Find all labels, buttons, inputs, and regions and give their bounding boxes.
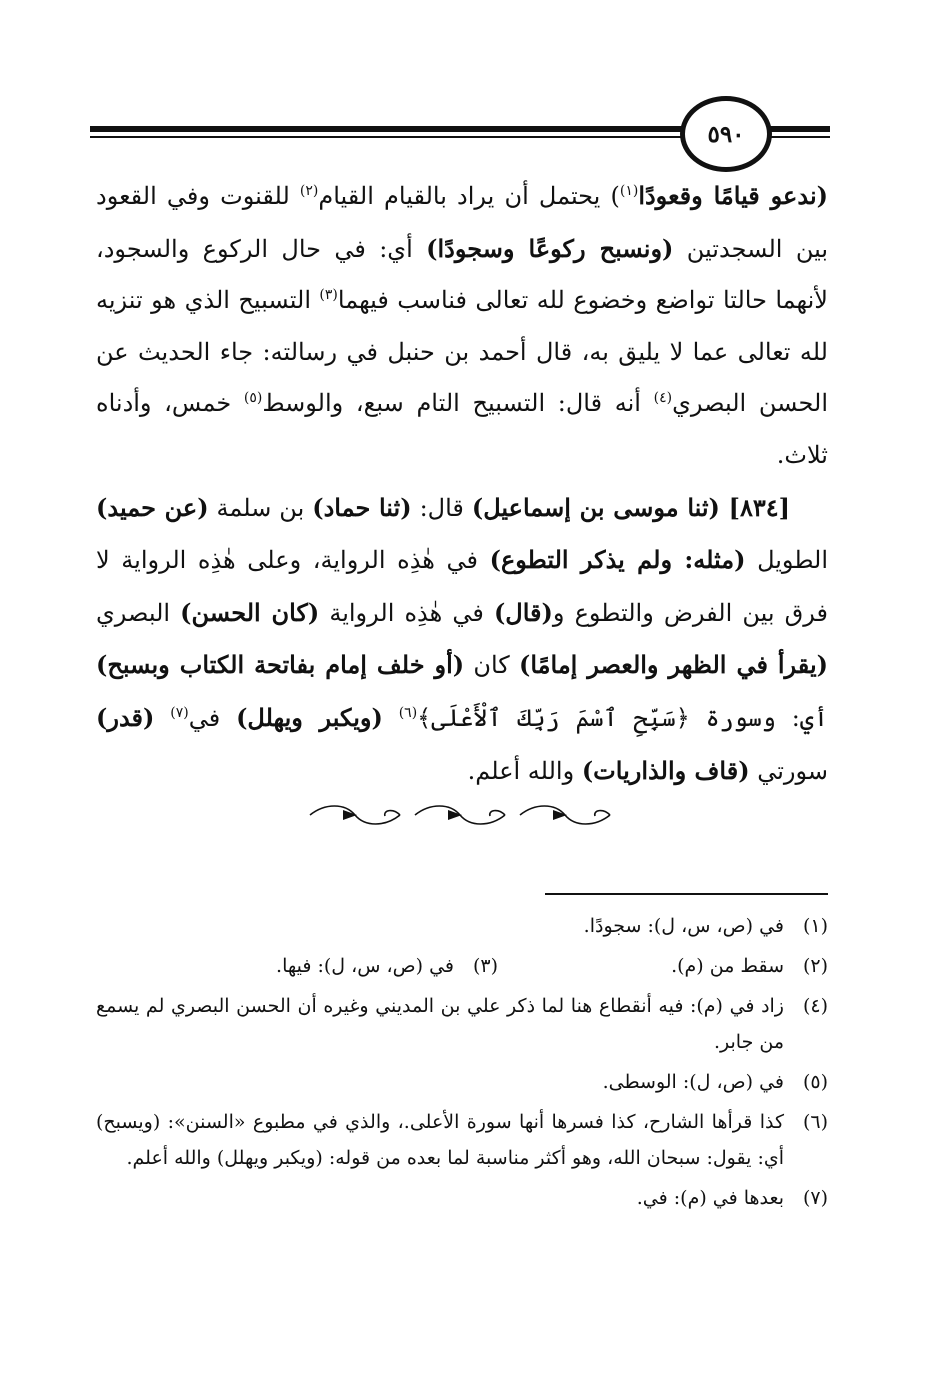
footnote-number: (٦)	[802, 1111, 828, 1133]
footnote-6	[96, 1104, 828, 1176]
footnote-separator	[545, 893, 828, 895]
bold-text: (ندعو قيامًا وقعودًا	[638, 181, 828, 210]
text-run: في هٰذِه الرواية	[319, 598, 494, 627]
bold-text: (يقرأ في الظهر والعصر إمامًا)	[518, 650, 828, 680]
footnotes	[96, 908, 828, 1220]
footnote-text: سقط من (م).	[671, 955, 784, 977]
text-run: والله أعلم.	[467, 756, 582, 785]
bold-text: [٨٣٤]	[719, 492, 791, 522]
footnote-ref: (٣)	[319, 287, 338, 304]
footnote-number: (٤)	[802, 995, 828, 1017]
footnote-number: (٢)	[802, 955, 828, 977]
footnote-number: (٣)	[472, 955, 498, 977]
bold-text: (قاف والذاريات)	[581, 755, 750, 785]
footnote-number: (١)	[802, 915, 828, 937]
text-run: سورتي	[749, 756, 828, 785]
footnote-number: (٧)	[802, 1187, 828, 1209]
page-header	[90, 96, 830, 166]
bold-text: (قال)	[493, 597, 553, 627]
footnote-ref: (٦)	[398, 704, 418, 721]
footnote-ref: (١)	[619, 183, 639, 199]
text-run: بن سلمة	[208, 493, 313, 522]
bold-text: (مثله: ولم يذكر التطوع)	[489, 545, 746, 575]
paragraph-1	[96, 170, 828, 482]
text-run: في	[188, 703, 237, 732]
text-run: أي: في حال الركوع والسجود، لأنهما حالتا تواضع وخضوع لله تعالى فناسب فيهما	[96, 234, 828, 315]
footnote-ref: (٤)	[653, 390, 673, 407]
footnote-row-2-3	[96, 948, 828, 984]
ornament-divider	[305, 800, 615, 830]
text-run	[154, 704, 170, 732]
text-run: أنه قال: التسبيح التام سبع، والوسط	[262, 389, 654, 418]
footnote-5	[96, 1064, 828, 1100]
footnote-ref: (٢)	[299, 183, 319, 199]
footnote-ref: (٧)	[170, 704, 189, 721]
text-run: قال:	[411, 493, 472, 522]
footnote-text: كذا قرأها الشارح، كذا فسرها أنها سورة الأعلى.، والذي في مطبوع «السنن»: (ويسبح) أي: يقول: سبحان الله، وهو أكثر مناسبة لما بعده من قوله: (ويكبر ويهلل) والله أعلم.	[96, 1111, 784, 1169]
bold-text: (كان الحسن)	[180, 597, 320, 627]
footnote-3	[168, 948, 498, 984]
footnote-number: (٥)	[802, 1071, 828, 1093]
footnote-7	[96, 1180, 828, 1216]
text-run: الطويل	[745, 546, 828, 575]
footnote-1	[96, 908, 828, 944]
paragraph-2	[96, 482, 828, 798]
text-run: البصري	[96, 598, 181, 627]
footnote-text: بعدها في (م): في.	[636, 1187, 784, 1209]
main-text	[96, 170, 828, 797]
bold-text: (ونسبح ركوعًا وسجودًا)	[426, 233, 674, 263]
text-run: ) يحتمل أن يراد بالقيام القيام	[318, 182, 620, 210]
text-run: في هٰذِه الرواية، وعلى هٰذِه الرواية لا فرق بين الفرض والتطوع و	[96, 546, 828, 627]
footnote-text: في (ص، س، ل): فيها.	[276, 955, 454, 977]
footnote-text: زاد في (م): فيه أنقطاع هنا لما ذكر علي بن المديني وغيره أن الحسن البصري لم يسمع من جابر.	[96, 995, 784, 1053]
footnote-text: في (ص، ل): الوسطى.	[602, 1071, 784, 1093]
footnote-2	[498, 948, 828, 984]
text-run: للقنوت وفي القعود بين السجدتين	[96, 182, 829, 263]
footnote-ref: (٥)	[243, 390, 263, 407]
bold-text: (عن حميد)	[96, 492, 209, 522]
bold-text: (ويكبر ويهلل)	[236, 702, 383, 732]
bold-text: (قدر)	[96, 702, 155, 732]
footnote-text: في (ص، س، ل): سجودًا.	[583, 915, 784, 937]
text-run: خمس، وأدناه ثلاث.	[96, 389, 828, 469]
text-run: أي: وسورة ﴿سَبِّحِ ٱسْمَ رَبِّكَ ٱلْأَعْلَى﴾	[417, 703, 829, 732]
text-run	[383, 704, 399, 732]
bold-text: (أو خلف إمام بفاتحة الكتاب وبسبح)	[96, 650, 465, 680]
page-number: ٥٩٠	[680, 96, 772, 172]
footnote-4	[96, 988, 828, 1060]
bold-text: (ثنا موسى بن إسماعيل)	[471, 492, 720, 522]
bold-text: (ثنا حماد)	[312, 492, 412, 522]
text-run: كان	[464, 651, 519, 680]
text-run: التسبيح الذي هو تنزيه لله تعالى عما لا يليق به، قال أحمد بن حنبل في رسالته: جاء الحديث عن الحسن البصري	[96, 286, 829, 418]
